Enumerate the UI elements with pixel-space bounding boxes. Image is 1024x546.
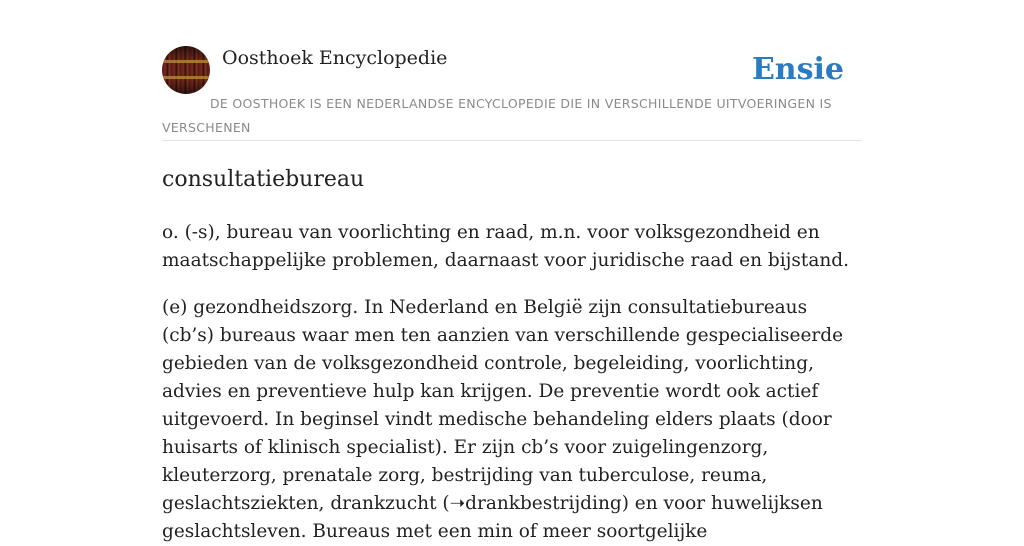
page-container xyxy=(162,46,862,546)
article-paragraph: o. (-s), bureau van voorlichting en raad, m.n. voor volksgezondheid en maatschappelijke problemen, daarnaast voor juridische raad en bijstand. xyxy=(162,222,849,271)
book-spine-band xyxy=(162,60,210,63)
article-paragraph: (e) gezondheidszorg. In Nederland en België zijn consultatiebureaus (cb’s) bureaus waar men ten aanzien van verschillende gespecialiseerde gebieden van de volksgezondheid controle, begeleiding, voorlichting, advies en preventieve hulp kan krijgen. De preventie wordt ook actief uitgevoerd. In beginsel vindt medische behandeling elders plaats (door huisarts of klinisch specialist). Er zijn cb’s voor zuigelingenzorg, kleuterzorg, prenatale zorg, bestrijding van tuberculose, reuma, geslachtsziekten, drankzucht (➝drankbestrijding) en voor huwelijksen geslachtsleven. Bureaus met een min of meer soortgelijke xyxy=(162,297,844,542)
ensie-logo-link[interactable]: Ensie xyxy=(751,52,844,87)
site-name[interactable]: Oosthoek Encyclopedie xyxy=(222,47,448,69)
book-spine-band xyxy=(162,76,210,79)
encyclopedia-books-icon[interactable] xyxy=(162,46,210,94)
article-title: consultatiebureau xyxy=(162,167,365,192)
site-tagline: DE OOSTHOEK IS EEN NEDERLANDSE ENCYCLOPEDIE DIE IN VERSCHILLENDE UITVOERINGEN IS VERSCHENEN xyxy=(162,96,832,135)
site-header xyxy=(162,46,862,141)
